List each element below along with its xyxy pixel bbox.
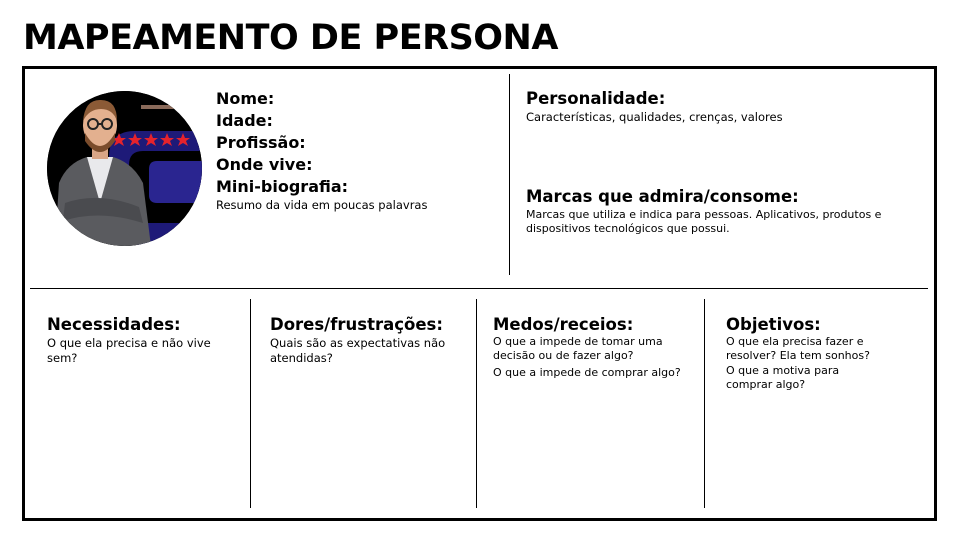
divider-top-vertical xyxy=(509,74,510,275)
persona-avatar xyxy=(47,91,202,246)
field-profissao: Profissão: xyxy=(216,133,306,152)
divider-col-2 xyxy=(476,299,477,508)
pains-hint: Quais são as expectativas não atendidas? xyxy=(270,336,446,365)
needs-hint: O que ela precisa e não vive sem? xyxy=(47,336,211,365)
field-nome: Nome: xyxy=(216,89,275,108)
fears-title: Medos/receios: xyxy=(493,315,634,334)
needs-title: Necessidades: xyxy=(47,315,181,334)
field-idade: Idade: xyxy=(216,111,273,130)
field-mini-biografia: Mini-biografia: xyxy=(216,177,349,196)
fears-hint-1: O que a impede de tomar uma decisão ou de fazer algo? xyxy=(493,335,663,362)
goals-title: Objetivos: xyxy=(726,315,821,334)
divider-col-3 xyxy=(704,299,705,508)
divider-horizontal xyxy=(30,288,928,289)
field-onde-vive: Onde vive: xyxy=(216,155,313,174)
fears-hint-2: O que a impede de comprar algo? xyxy=(493,366,681,379)
personality-title: Personalidade: xyxy=(526,89,666,108)
goals-hint-1: O que ela precisa fazer e resolver? Ela tem sonhos? xyxy=(726,335,870,362)
page-title: MAPEAMENTO DE PERSONA xyxy=(23,18,558,58)
pains-title: Dores/frustrações: xyxy=(270,315,443,334)
goals-hint-2: O que a motiva para comprar algo? xyxy=(726,364,840,391)
personality-hint: Características, qualidades, crenças, valores xyxy=(526,110,783,124)
brands-title: Marcas que admira/consome: xyxy=(526,187,799,206)
brands-hint: Marcas que utiliza e indica para pessoas. Aplicativos, produtos e dispositivos tecnológicos que possui. xyxy=(526,208,882,235)
bio-hint: Resumo da vida em poucas palavras xyxy=(216,198,428,212)
divider-col-1 xyxy=(250,299,251,508)
